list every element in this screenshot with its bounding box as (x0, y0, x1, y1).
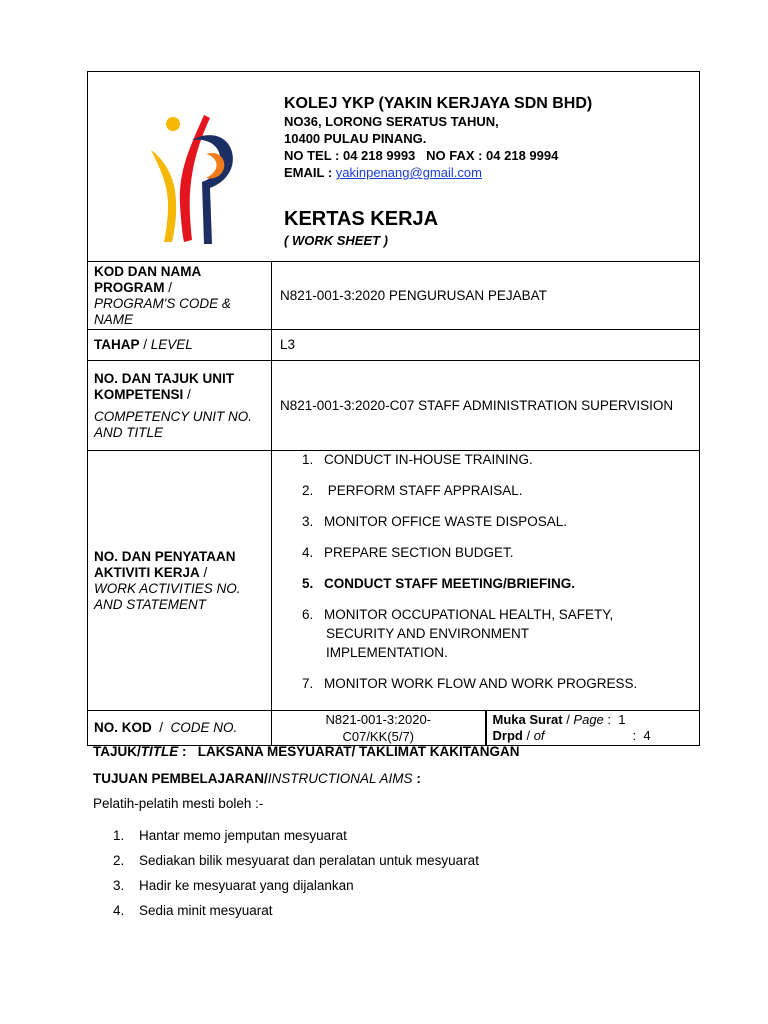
aims-intro: Pelatih-pelatih mesti boleh :- (93, 796, 264, 811)
activity-text-cont: SECURITY AND ENVIRONMENT (326, 626, 530, 641)
title-label-bold: TAJUK (93, 744, 138, 759)
page-number: 1 (618, 712, 626, 727)
header-cell (88, 72, 700, 262)
aims-label-bold: TUJUAN PEMBELAJARAN (93, 771, 265, 786)
aim-item (113, 823, 479, 848)
of-label-italic: of (533, 728, 545, 743)
activity-num: 5. (302, 576, 314, 591)
phone-fax: NO TEL : 04 218 9993 NO FAX : 04 218 9994 (284, 148, 559, 163)
aims-heading: TUJUAN PEMBELAJARAN/INSTRUCTIONAL AIMS : (93, 771, 421, 786)
activities-list (272, 450, 699, 694)
aim-item (113, 898, 479, 923)
activity-item (302, 674, 699, 694)
page-colon: : (603, 712, 619, 727)
code-label (88, 711, 272, 746)
activity-num: 6. (302, 607, 314, 622)
activities-row (88, 451, 700, 711)
email-link[interactable]: yakinpenang@gmail.com (335, 165, 482, 180)
aim-num: 3. (113, 878, 125, 893)
of-label-bold: Drpd (492, 728, 523, 743)
email-line (284, 164, 592, 181)
activity-item (302, 481, 699, 512)
document-subtitle: ( WORK SHEET ) (284, 233, 388, 248)
activities-list-cell (272, 451, 700, 711)
title-label-italic: TITLE (140, 744, 179, 759)
logo-dot-yellow (166, 117, 180, 131)
worksheet-title-line: TAJUK/TITLE : LAKSANA MESYUARAT/ TAKLIMAT KAKITANGAN (93, 744, 520, 759)
level-row (88, 330, 700, 361)
code-value-line-1: N821-001-3:2020- (325, 712, 432, 727)
activities-label-sep: / (199, 564, 208, 580)
page-line (493, 712, 694, 728)
program-value: N821-001-3:2020 PENGURUSAN PEJABAT (272, 262, 700, 330)
college-name: KOLEJ YKP (YAKIN KERJAYA SDN BHD) (284, 95, 593, 112)
total-pages: 4 (643, 728, 651, 743)
of-line (493, 728, 694, 744)
address-line-1: NO36, LORONG SERATUS TAHUN, (284, 114, 499, 129)
code-value-line-2: C07/KK(5/7) (342, 729, 415, 744)
aim-num: 2. (113, 853, 125, 868)
unit-label (88, 361, 272, 451)
program-label-bold: KOD DAN NAMA PROGRAM (94, 263, 201, 295)
document-title: KERTAS KERJA (284, 208, 439, 230)
program-row (88, 262, 700, 330)
page-info (486, 711, 700, 746)
level-value: L3 (272, 330, 700, 361)
level-label (88, 330, 272, 361)
aim-item (113, 873, 479, 898)
activities-label-bold: NO. DAN PENYATAAN AKTIVITI KERJA (94, 548, 236, 580)
worksheet-header-table (87, 71, 699, 746)
aim-text: Sedia minit mesyuarat (139, 903, 273, 918)
activity-item (302, 605, 699, 674)
activity-num: 2. (302, 483, 314, 498)
aim-text: Hadir ke mesyuarat yang dijalankan (139, 878, 354, 893)
level-label-sep: / (139, 337, 151, 352)
program-label (88, 262, 272, 330)
activity-text: MONITOR OFFICE WASTE DISPOSAL. (324, 514, 568, 529)
worksheet-title: LAKSANA MESYUARAT/ TAKLIMAT KAKITANGAN (197, 744, 520, 759)
activity-text: CONDUCT STAFF MEETING/BRIEFING. (324, 576, 575, 591)
page-label-bold: Muka Surat (492, 712, 563, 727)
activity-text: PERFORM STAFF APPRAISAL. (324, 483, 523, 498)
activity-num: 1. (302, 452, 314, 467)
aim-item (113, 848, 479, 873)
level-label-italic: LEVEL (150, 337, 193, 352)
activity-num: 3. (302, 514, 314, 529)
unit-value: N821-001-3:2020-C07 STAFF ADMINISTRATION SUPERVISION (272, 361, 700, 451)
aims-colon: : (412, 771, 421, 786)
aim-text: Sediakan bilik mesyuarat dan peralatan untuk mesyuarat (139, 853, 479, 868)
activities-label (88, 451, 272, 711)
unit-label-bold: NO. DAN TAJUK UNIT KOMPETENSI (94, 370, 234, 402)
activity-item (302, 450, 699, 481)
page-label-sep: / (562, 712, 574, 727)
of-label-sep: / (522, 728, 534, 743)
aim-num: 4. (113, 903, 125, 918)
activity-text: PREPARE SECTION BUDGET. (324, 545, 514, 560)
code-label-sep: / (151, 720, 171, 735)
activity-item (302, 512, 699, 543)
program-label-italic: PROGRAM'S CODE & NAME (94, 295, 231, 327)
activity-text-cont: IMPLEMENTATION. (326, 645, 448, 660)
college-info (284, 94, 592, 249)
aims-list (113, 823, 479, 923)
level-label-bold: TAHAP (94, 337, 140, 352)
of-colon: : (632, 728, 644, 743)
activity-text: CONDUCT IN-HOUSE TRAINING. (324, 452, 533, 467)
logo-stroke-navy (192, 135, 233, 244)
unit-label-italic: COMPETENCY UNIT NO. AND TITLE (94, 408, 253, 440)
activities-label-italic: WORK ACTIVITIES NO. AND STATEMENT (94, 580, 241, 612)
logo-stroke-yellow (151, 150, 176, 242)
activity-text: MONITOR WORK FLOW AND WORK PROGRESS. (324, 676, 638, 691)
page-label-italic: Page (573, 712, 604, 727)
address-line-2: 10400 PULAU PINANG. (284, 131, 427, 146)
title-colon: : (178, 744, 198, 759)
activity-num: 7. (302, 676, 314, 691)
college-logo (146, 110, 246, 245)
code-label-bold: NO. KOD (94, 720, 152, 735)
activity-item (302, 543, 699, 574)
activity-item-current (302, 574, 699, 605)
email-label: EMAIL : (284, 165, 336, 180)
aims-label-italic: INSTRUCTIONAL AIMS (267, 771, 413, 786)
unit-row (88, 361, 700, 451)
code-label-italic: CODE NO. (170, 720, 238, 735)
aim-text: Hantar memo jemputan mesyuarat (139, 828, 347, 843)
unit-label-sep: / (183, 386, 191, 402)
activity-num: 4. (302, 545, 314, 560)
aim-num: 1. (113, 828, 125, 843)
code-row (88, 711, 700, 746)
activity-text: MONITOR OCCUPATIONAL HEALTH, SAFETY, (324, 607, 614, 622)
program-label-sep: / (164, 279, 173, 295)
code-value (272, 711, 486, 746)
